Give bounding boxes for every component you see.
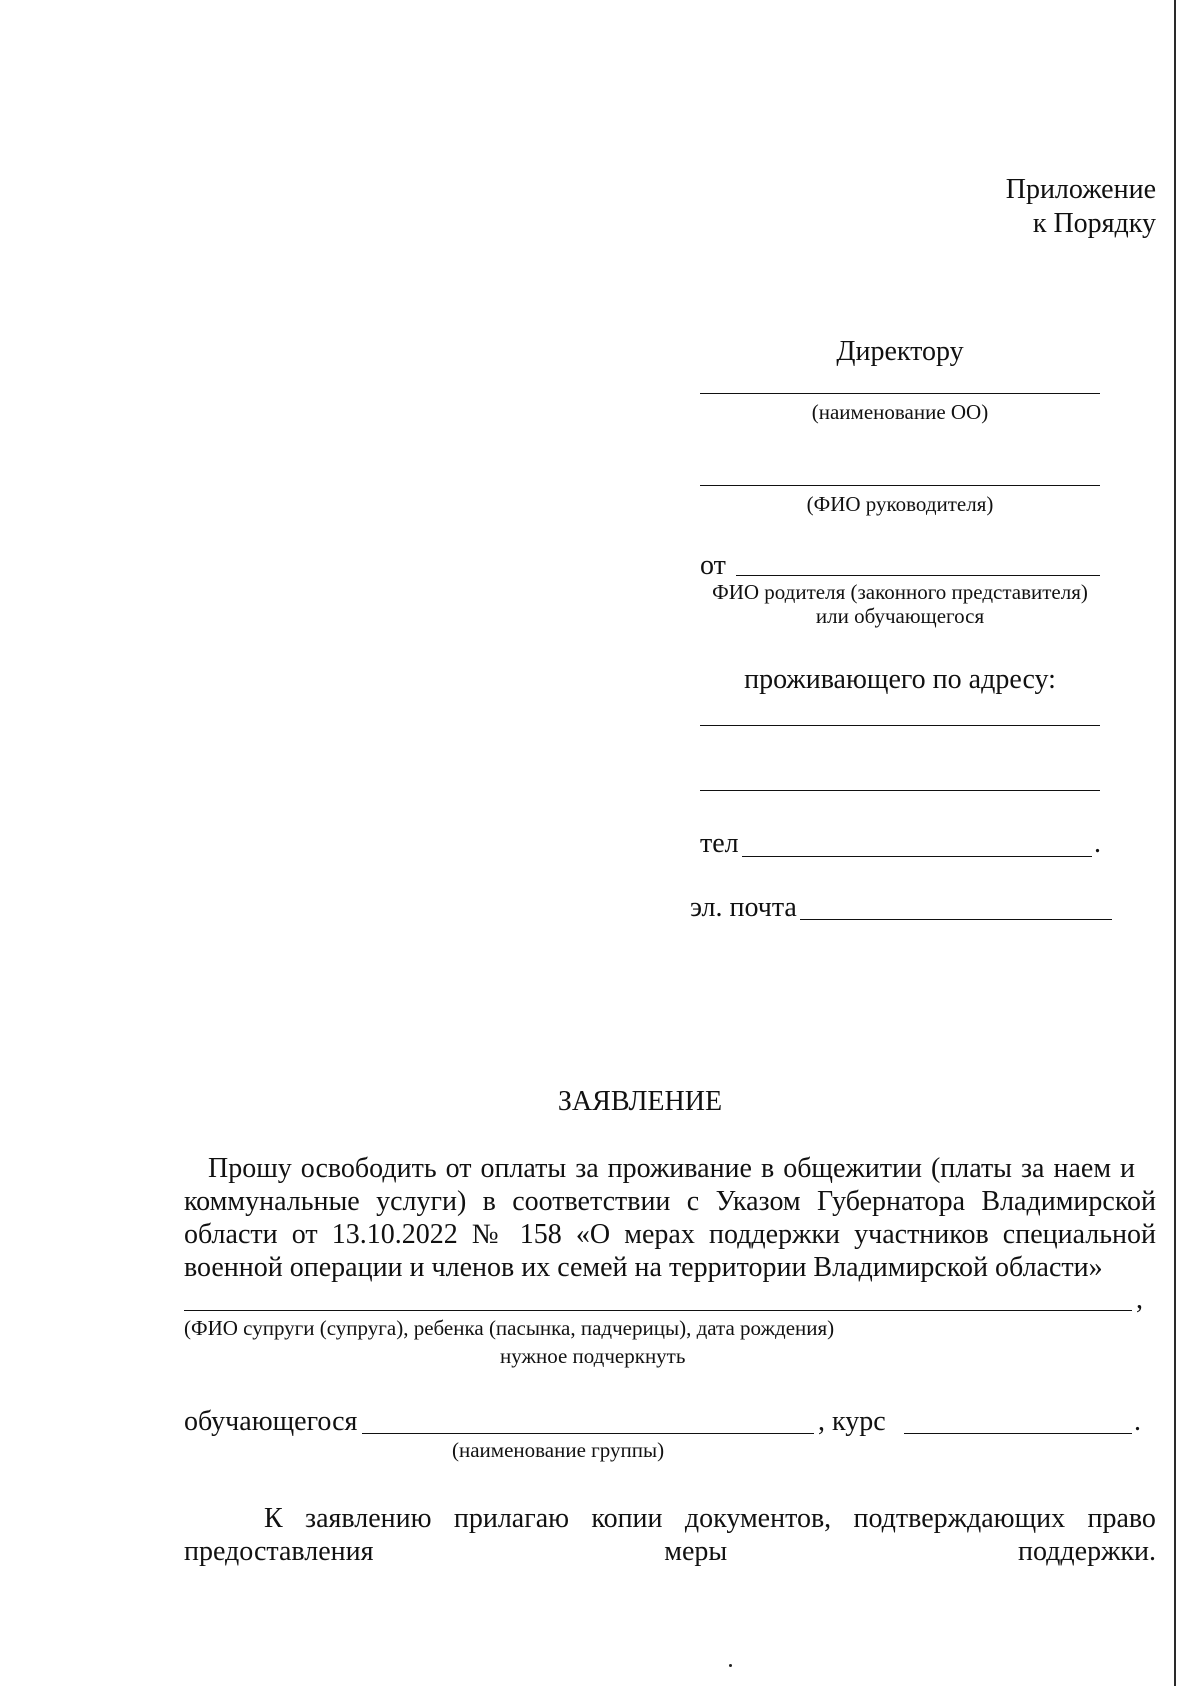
underline-note: нужное подчеркнуть	[500, 1344, 686, 1368]
body-line	[184, 1152, 1156, 1185]
attach-word: прилагаю	[453, 1503, 570, 1534]
attach-word: поддержки.	[1017, 1536, 1156, 1567]
scan-speck	[729, 1664, 732, 1667]
from-caption-line1: ФИО родителя (законного представителя)	[712, 580, 1088, 604]
course-label: , курс	[818, 1406, 886, 1437]
from-name-line	[736, 575, 1100, 576]
fio-relative-line	[184, 1310, 1132, 1311]
to-director-label: Директору	[836, 336, 964, 367]
appendix-order-label: к Порядку	[1032, 208, 1156, 239]
attach-word: подтверждающих	[853, 1503, 1066, 1534]
phone-line	[742, 856, 1092, 857]
fio-line-comma: ,	[1136, 1284, 1143, 1315]
group-name-caption: (наименование группы)	[452, 1438, 665, 1462]
address-label: проживающего по адресу:	[744, 664, 1056, 695]
address-line-1	[700, 725, 1100, 726]
attach-word: К	[264, 1503, 283, 1534]
attach-word: копии	[591, 1503, 663, 1534]
attach-word: заявлению	[305, 1503, 432, 1534]
body-line	[184, 1218, 1156, 1251]
email-label: эл. почта	[690, 892, 797, 923]
email-line	[800, 919, 1112, 920]
phone-end-dot: .	[1094, 828, 1101, 859]
org-name-caption: (наименование ОО)	[811, 400, 989, 424]
from-label: от	[700, 550, 726, 581]
student-label: обучающегося	[184, 1406, 358, 1437]
org-name-line	[700, 393, 1100, 394]
body-line-1: Прошу освободить от оплаты за проживание в общежитии (платы за наем и	[208, 1153, 1136, 1184]
course-end-dot: .	[1134, 1406, 1141, 1437]
statement-title: ЗАЯВЛЕНИЕ	[557, 1086, 723, 1117]
statement-body	[184, 1152, 1156, 1284]
attach-word: право	[1087, 1503, 1156, 1534]
attachments-line-1	[264, 1502, 1156, 1535]
attach-word: документов,	[684, 1503, 832, 1534]
body-line	[184, 1251, 1156, 1284]
course-line	[904, 1433, 1132, 1434]
body-line-3: области от 13.10.2022 № 158 «О мерах поддержки участников специальной	[184, 1219, 1156, 1250]
body-line-2: коммунальные услуги) в соответствии с Указом Губернатора Владимирской	[184, 1186, 1156, 1217]
body-line	[184, 1185, 1156, 1218]
from-caption-line2: или обучающегося	[815, 604, 985, 628]
attach-word: меры	[664, 1536, 728, 1567]
head-name-line	[700, 485, 1100, 486]
phone-label: тел	[700, 828, 739, 859]
attachments-line-2	[184, 1535, 1156, 1568]
attach-word: предоставления	[184, 1536, 374, 1567]
head-name-caption: (ФИО руководителя)	[806, 492, 994, 516]
appendix-label: Приложение	[1005, 174, 1156, 205]
page-edge-line	[1174, 0, 1176, 1686]
group-name-line	[362, 1433, 814, 1434]
address-line-2	[700, 790, 1100, 791]
fio-relative-caption: (ФИО супруги (супруга), ребенка (пасынка, падчерицы), дата рождения)	[184, 1316, 835, 1340]
body-line-4: военной операции и членов их семей на территории Владимирской области»	[184, 1252, 1103, 1283]
